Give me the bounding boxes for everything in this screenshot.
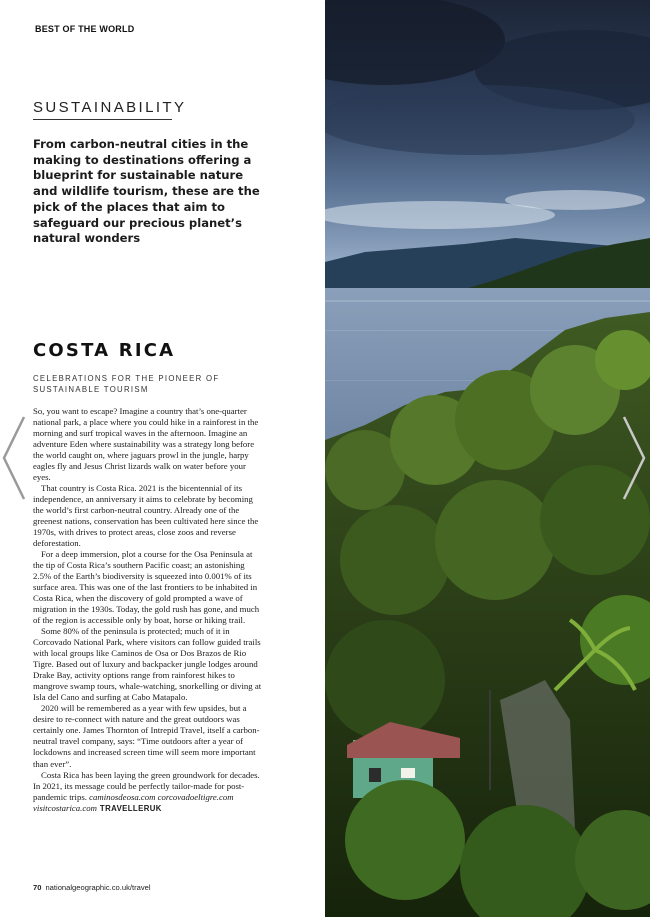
costa-rica-coast-photo <box>325 0 650 917</box>
body-paragraph: So, you want to escape? Imagine a country that’s one-quarter national park, a place where you could hike in a rainforest in the morning and surf tropical waves in the afternoon. Imagine an adventure Eden where sustainability was a strategy long before the world caught on, where jaguars prowl in the jungle, harpy eagles fly and Jesus Christ lizards walk on water before your eyes. <box>33 406 259 483</box>
chevron-right-icon <box>620 413 648 503</box>
body-paragraph: Some 80% of the peninsula is protected; much of it in Corcovado National Park, where visitors can follow guided trails with local groups like Caminos de Osa or Dos Brazos de Rio Tigre. Based out of luxury and backpacker jungle lodges around Drake Bay, activity options range from rainforest hikes to mangrove swamp tours, whale-watching, snorkelling or diving at Isla del Cano and surfing at Cabo Matapalo. <box>33 626 262 703</box>
landscape-illustration <box>325 0 650 917</box>
next-page-button[interactable] <box>620 413 648 503</box>
body-paragraph: 2020 will be remembered as a year with few upsides, but a desire to re-connect with nature and the great outdoors was certainly one. James Thornton of Intrepid Travel, itself a carbon-neutral travel company, says: “Time outdoors after a year of lockdowns and increased screen time will seem more important than ever”. <box>33 703 260 769</box>
article-body <box>33 406 265 814</box>
final-paragraph-text: Costa Rica has been laying the green groundwork for decades. In 2021, its message could be perfectly tailor-made for post-pandemic trips. <box>33 769 260 802</box>
body-paragraph: For a deep immersion, plot a course for the Osa Peninsula at the tip of Costa Rica’s southern Pacific coast; an astonishing 2.5% of the Earth’s biodiversity is squeezed into 0.001% of its surface area. This was one of the last frontiers to be inhabited in Costa Rica, when the discovery of gold prompted a wave of migration in the 1930s. Today, the gold rush has gone, and much of the region is accessible only by boat, horse or hiking trail. <box>33 549 260 626</box>
article-credits: caminosdeosa.com corcovadoeltigre.com visitcostarica.com <box>33 791 234 813</box>
body-paragraph-final <box>33 770 265 814</box>
section-label: SUSTAINABILITY <box>33 99 187 116</box>
footer-url: nationalgeographic.co.uk/travel <box>45 883 151 892</box>
page-number: 70 <box>33 883 42 892</box>
article-kicker: CELEBRATIONS FOR THE PIONEER OF SUSTAINABLE TOURISM <box>33 374 220 394</box>
section-intro: From carbon-neutral cities in the making to destinations offering a blueprint for sustainable nature and wildlife tourism, these are the pick of the places that aim to safeguard our precious planet’s natural wonders <box>33 137 260 246</box>
country-heading: COSTA RICA <box>33 340 176 361</box>
body-paragraph: That country is Costa Rica. 2021 is the bicentennial of its independence, an anniversary it aims to celebrate by becoming the world’s first carbon-neutral country. Already one of the greenest nations, conservation has been cultivated here since the 1970s, with drives to protect areas, close zoos and reverse deforestation. <box>33 483 259 549</box>
chevron-left-icon <box>0 413 28 503</box>
previous-page-button[interactable] <box>0 413 28 503</box>
running-head: BEST OF THE WORLD <box>35 24 135 34</box>
page-footer <box>33 883 151 892</box>
section-rule <box>33 119 172 120</box>
brand-mark: TRAVELLERUK <box>99 803 162 813</box>
